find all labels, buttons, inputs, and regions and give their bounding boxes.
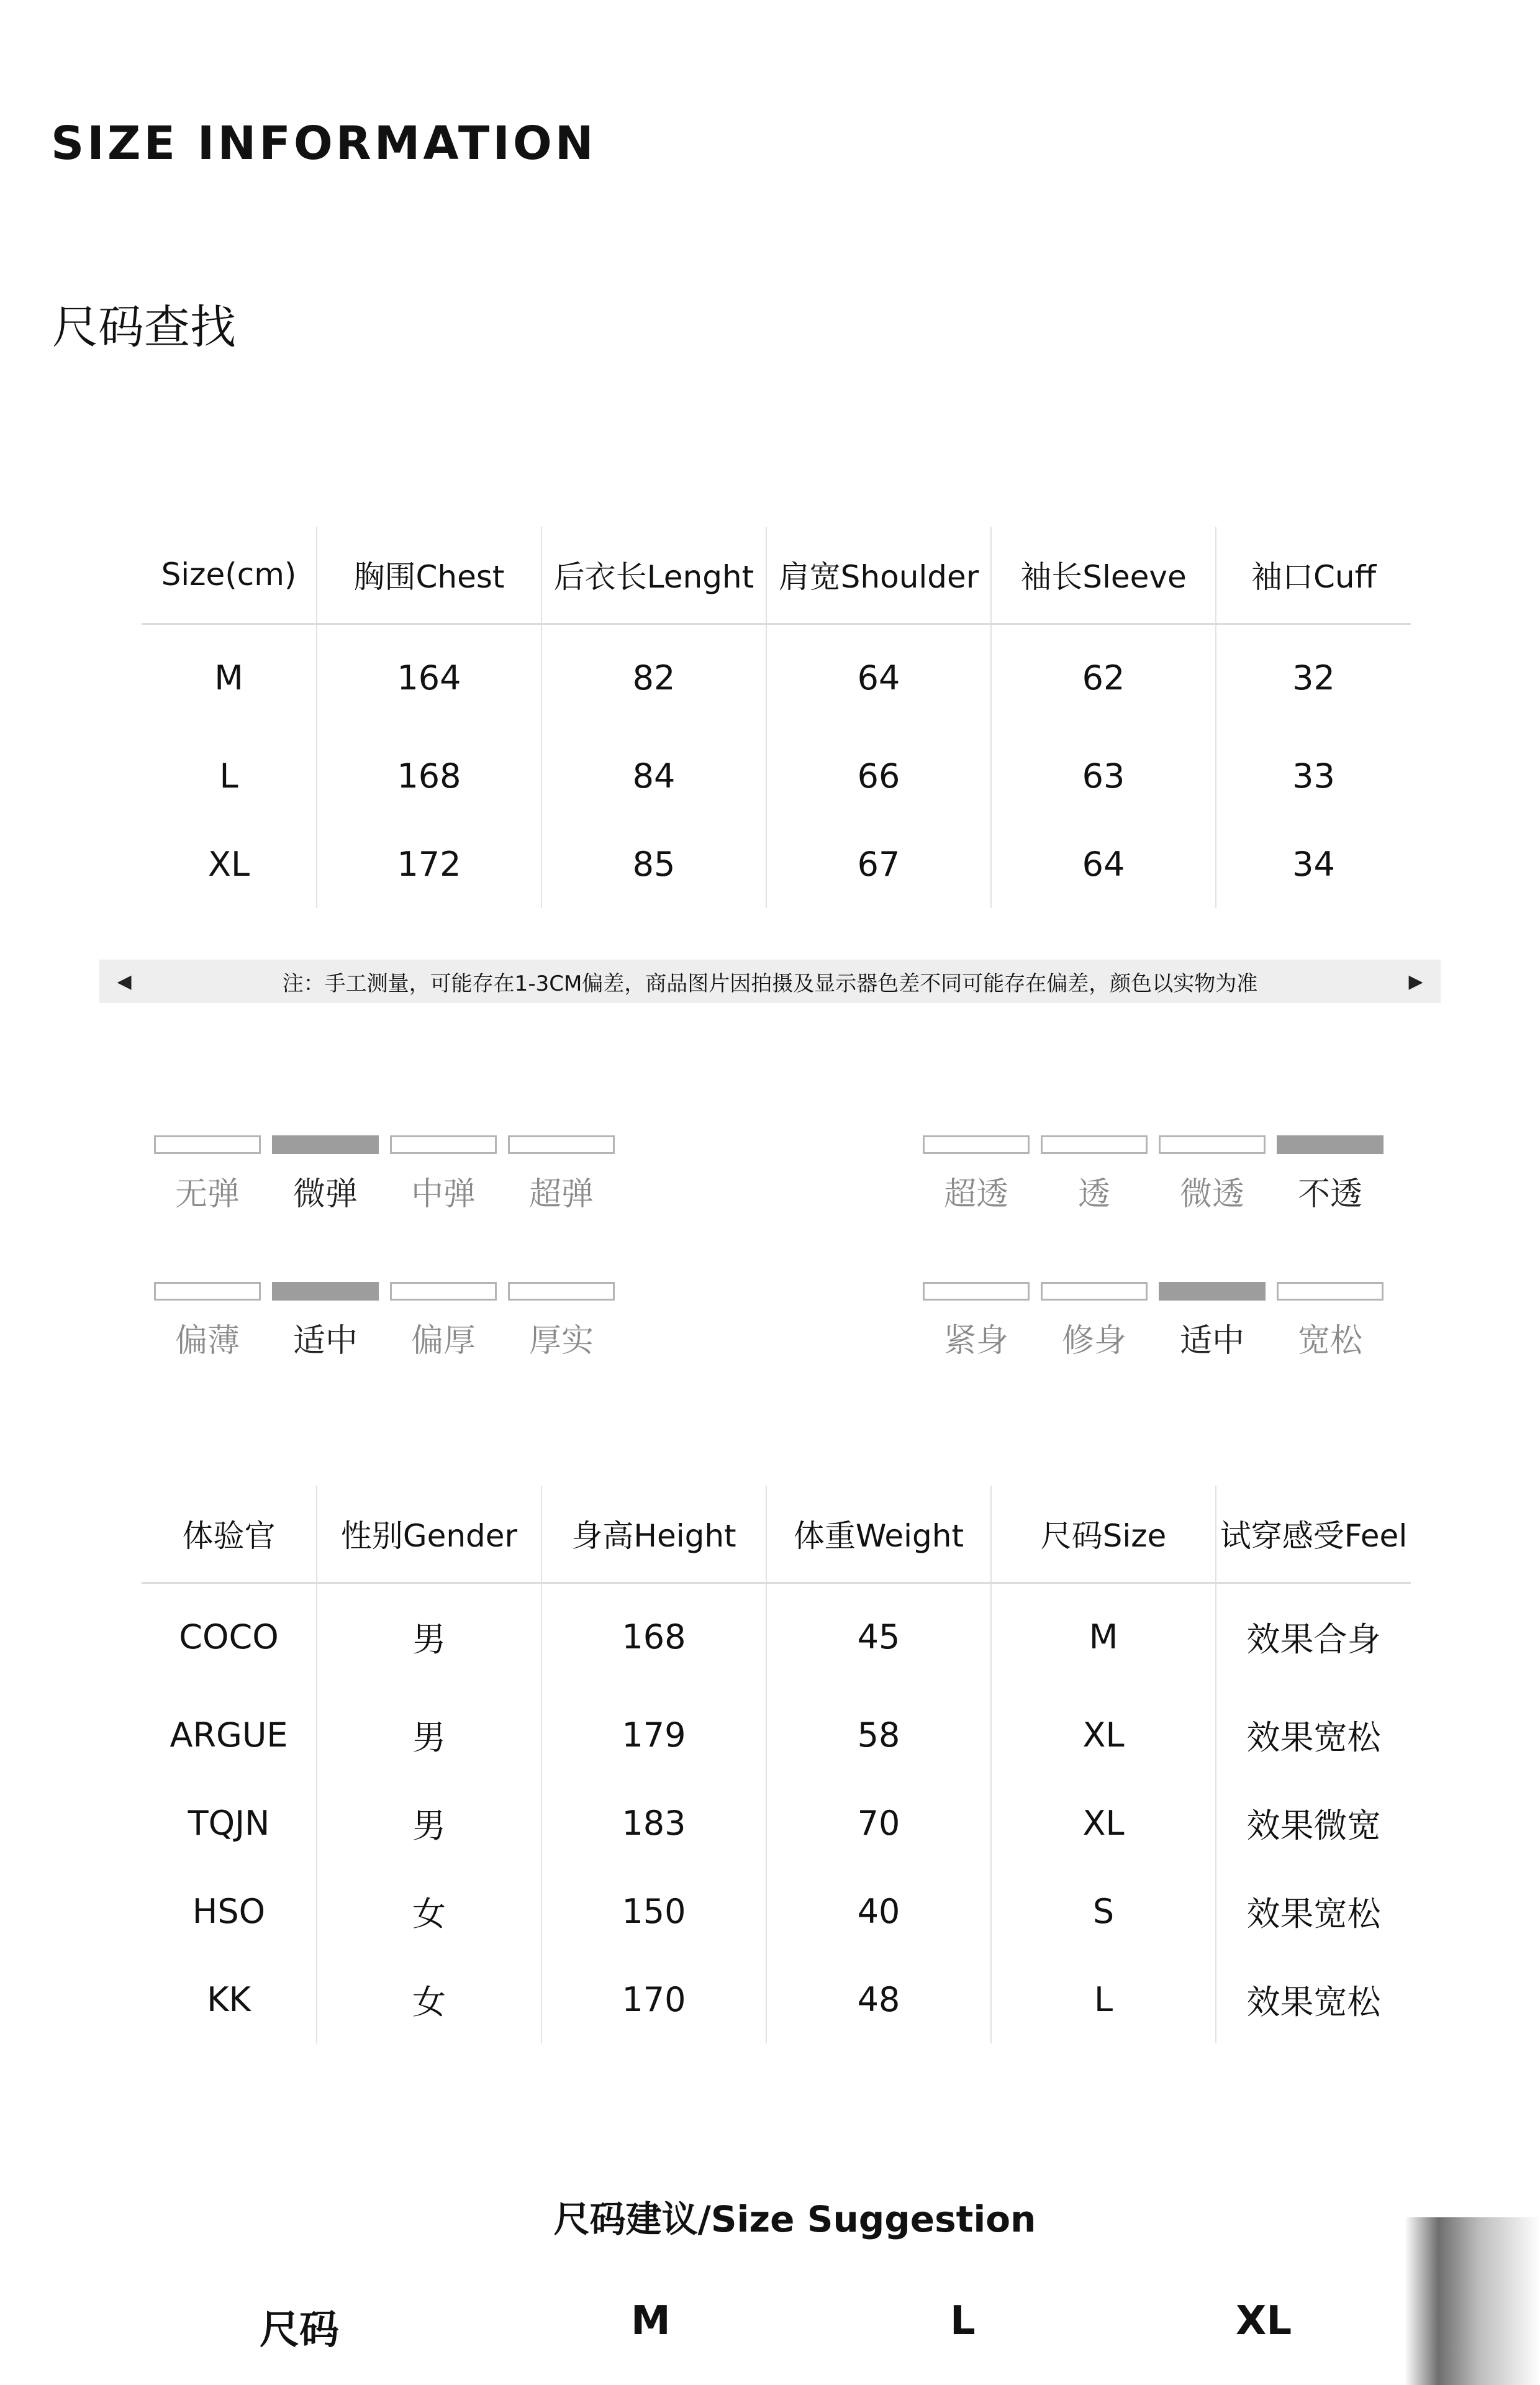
chest-col-header: 胸围Chest	[317, 527, 541, 624]
table-cell: 32	[1216, 624, 1411, 732]
measurement-note-bar	[99, 960, 1441, 1003]
scale-bar-selected	[1159, 1282, 1266, 1301]
scale-bar	[1159, 1135, 1266, 1154]
gender-col-header: 性别Gender	[317, 1486, 541, 1583]
table-cell: XL	[991, 1691, 1216, 1779]
suggestion-header-m: M	[631, 2298, 671, 2344]
page-title-en: SIZE INFORMATION	[51, 117, 597, 170]
cuff-col-header: 袖口Cuff	[1216, 527, 1411, 624]
scale-bar-selected	[272, 1135, 379, 1154]
table-cell: 164	[317, 624, 541, 732]
weight-col-header: 体重Weight	[766, 1486, 991, 1583]
table-cell: KK	[207, 1979, 251, 2019]
table-cell: 40	[766, 1867, 991, 1955]
table-cell: 女	[317, 1955, 541, 2043]
table-cell: 63	[991, 732, 1216, 820]
scale-bar	[923, 1282, 1030, 1301]
table-cell: 66	[766, 732, 991, 820]
suggestion-header-xl: XL	[1236, 2298, 1292, 2344]
size-table	[142, 527, 1411, 908]
scale-label-selected: 不透	[1297, 1176, 1362, 1213]
table-cell: 168	[317, 732, 541, 820]
table-cell: 64	[766, 624, 991, 732]
table-cell: 67	[766, 820, 991, 908]
scale-label-selected: 微弹	[292, 1176, 358, 1213]
scale-label: 厚实	[528, 1322, 594, 1360]
scale-bar	[508, 1135, 615, 1154]
table-row	[142, 732, 1411, 820]
scale-bar	[923, 1135, 1030, 1154]
table-cell: 58	[766, 1691, 991, 1779]
scale-label: 透	[1077, 1176, 1110, 1213]
size-col-header: Size(cm)	[142, 527, 317, 624]
table-row	[142, 1779, 1411, 1867]
size-suggestion-title: 尺码建议/Size Suggestion	[553, 2198, 1036, 2240]
table-cell: 82	[541, 624, 766, 732]
table-cell: 70	[766, 1779, 991, 1867]
scroll-left-arrow-icon[interactable]: ◀	[117, 970, 132, 993]
table-cell: 男	[317, 1779, 541, 1867]
table-cell: 男	[317, 1691, 541, 1779]
table-cell: 男	[317, 1583, 541, 1691]
scale-bar	[1041, 1282, 1148, 1301]
table-cell: 效果宽松	[1216, 1955, 1411, 2043]
scale-label: 修身	[1061, 1322, 1126, 1360]
table-cell: 183	[541, 1779, 766, 1867]
scale-bar-selected	[1277, 1135, 1384, 1154]
table-cell: 45	[766, 1583, 991, 1691]
table-cell: 女	[317, 1867, 541, 1955]
table-cell: 48	[766, 1955, 991, 2043]
table-cell: ARGUE	[170, 1715, 288, 1755]
scale-label: 偏厚	[410, 1322, 476, 1360]
length-col-header: 后衣长Lenght	[541, 527, 766, 624]
table-cell: 效果宽松	[1216, 1867, 1411, 1955]
scale-label: 超弹	[528, 1176, 594, 1213]
table-cell: 34	[1216, 820, 1411, 908]
table-cell: 85	[541, 820, 766, 908]
feel-col-header: 试穿感受Feel	[1216, 1486, 1411, 1583]
scale-bar-selected	[272, 1282, 379, 1301]
table-cell: 172	[317, 820, 541, 908]
table-cell: L	[219, 756, 238, 796]
scale-label-selected: 适中	[292, 1322, 358, 1360]
measurement-note: 注：手工测量，可能存在1-3CM偏差，商品图片因拍摄及显示器色差不同可能存在偏差，颜色以实物为准	[282, 971, 1258, 996]
scroll-right-arrow-icon[interactable]: ▶	[1408, 970, 1423, 993]
scale-bar	[390, 1135, 497, 1154]
table-cell: S	[991, 1867, 1216, 1955]
scale-label: 紧身	[943, 1322, 1008, 1360]
table-cell: TQJN	[188, 1803, 270, 1843]
table-row	[142, 624, 1411, 732]
transparency-scale	[922, 1135, 1385, 1214]
scale-bar	[154, 1135, 261, 1154]
table-cell: 84	[541, 732, 766, 820]
scale-bar	[508, 1282, 615, 1301]
tester-col-header: 体验官	[142, 1486, 317, 1583]
edge-shadow	[1405, 2217, 1540, 2385]
table-cell: 62	[991, 624, 1216, 732]
table-cell: 33	[1216, 732, 1411, 820]
table-cell: 效果宽松	[1216, 1691, 1411, 1779]
height-col-header: 身高Height	[541, 1486, 766, 1583]
table-cell: 效果合身	[1216, 1583, 1411, 1691]
tester-table	[142, 1486, 1411, 2043]
table-cell: M	[214, 658, 243, 698]
scale-bar	[1277, 1282, 1384, 1301]
page-title-zh: 尺码查找	[52, 301, 236, 354]
table-cell: 168	[541, 1583, 766, 1691]
table-cell: XL	[991, 1779, 1216, 1867]
table-cell: XL	[207, 844, 250, 884]
table-row	[142, 1583, 1411, 1691]
elasticity-scale	[153, 1135, 616, 1214]
sleeve-col-header: 袖长Sleeve	[991, 527, 1216, 624]
scale-label: 微透	[1179, 1176, 1244, 1213]
scale-bar	[390, 1282, 497, 1301]
table-cell: 170	[541, 1955, 766, 2043]
size-col-header: 尺码Size	[991, 1486, 1216, 1583]
suggestion-header-size: 尺码	[260, 2307, 339, 2353]
scale-label: 中弹	[410, 1176, 476, 1213]
scale-label: 偏薄	[174, 1322, 240, 1360]
table-row	[142, 820, 1411, 908]
scale-label: 宽松	[1297, 1322, 1362, 1360]
table-cell: L	[991, 1955, 1216, 2043]
shoulder-col-header: 肩宽Shoulder	[766, 527, 991, 624]
table-cell: 179	[541, 1691, 766, 1779]
table-row	[142, 1867, 1411, 1955]
table-cell: HSO	[192, 1891, 266, 1931]
table-row	[142, 1691, 1411, 1779]
scale-label-selected: 适中	[1179, 1322, 1244, 1360]
suggestion-header-l: L	[950, 2298, 976, 2344]
table-row	[142, 1955, 1411, 2043]
scale-label: 超透	[943, 1176, 1008, 1213]
scale-bar	[154, 1282, 261, 1301]
table-cell: 64	[991, 820, 1216, 908]
table-cell: 效果微宽	[1216, 1779, 1411, 1867]
scale-label: 无弹	[174, 1176, 240, 1213]
table-cell: 150	[541, 1867, 766, 1955]
scale-bar	[1041, 1135, 1148, 1154]
table-cell: COCO	[179, 1617, 279, 1657]
table-cell: M	[991, 1583, 1216, 1691]
thickness-scale	[153, 1282, 616, 1361]
fit-scale	[922, 1282, 1385, 1361]
